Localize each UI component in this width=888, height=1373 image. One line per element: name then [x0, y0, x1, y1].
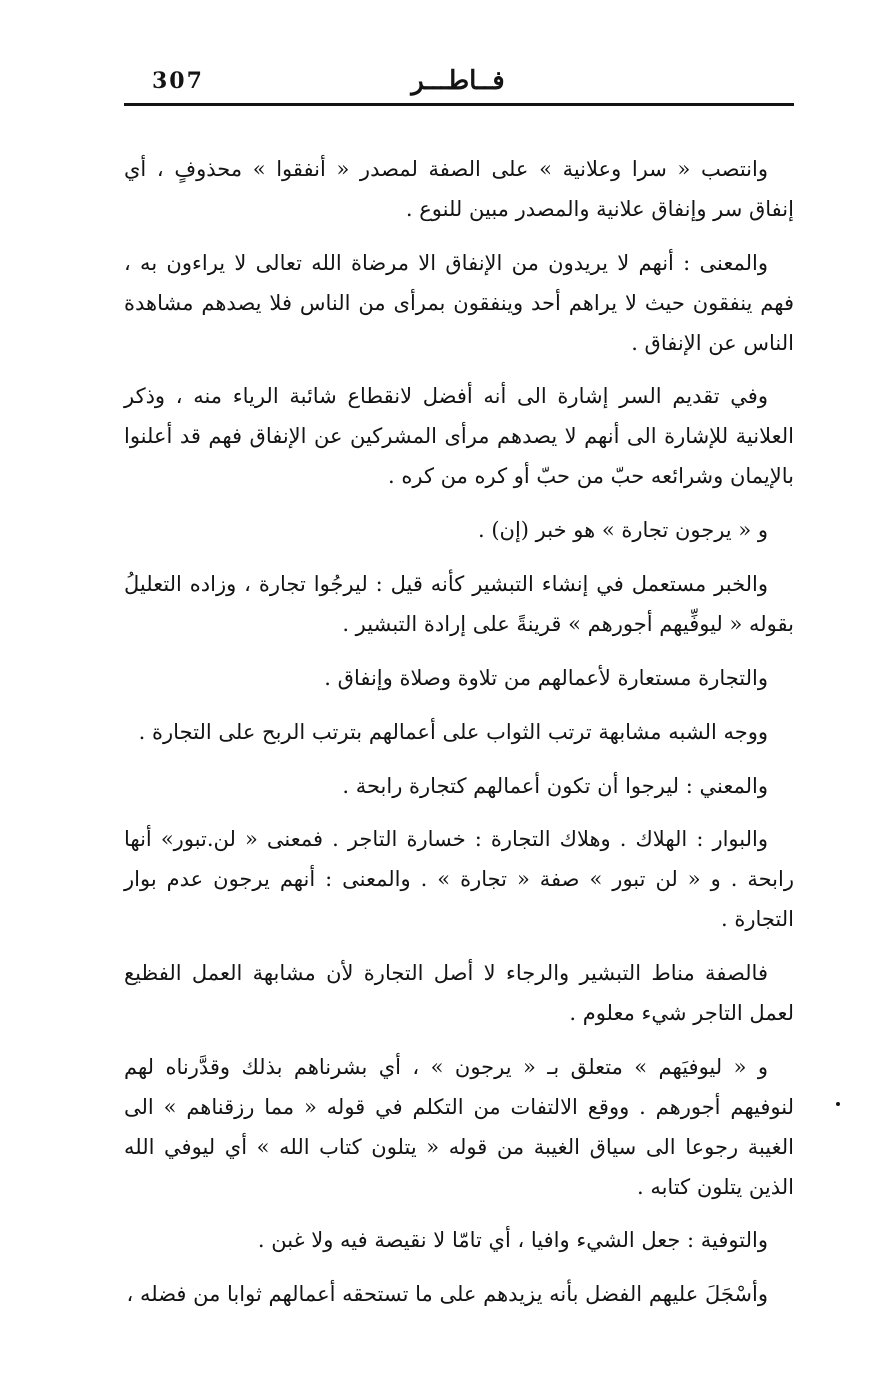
paragraph: و « ليوفيَهم » متعلق بـ « يرجون » ، أي بشرناهم بذلك وقدَّرناه لهم لنوفيهم أجورهم . ووقع الالتفات من التكلم في قوله « مما رزقناهم » الى الغيبة رجوعا الى سياق الغيبة من قوله « يتلون كتاب الله » أي ليوفي الله الذين يتلون كتابه . — [124, 1054, 794, 1199]
paragraph: والخبر مستعمل في إنشاء التبشير كأنه قيل : ليرجُوا تجارة ، وزاده التعليلُ بقوله « ليوفِّيهم أجورهم » قرينةً على إرادة التبشير . — [124, 572, 794, 636]
paragraph: و « يرجون تجارة » هو خبر (إن) . — [477, 518, 768, 543]
header-rule — [124, 103, 794, 106]
page-number: 307 — [152, 68, 204, 94]
paragraph: وأسْجَلَ عليهم الفضل بأنه يزيدهم على ما تستحقه أعمالهم ثوابا من فضله ، — [126, 1282, 768, 1307]
paragraph: وفي تقديم السر إشارة الى أنه أفضل لانقطاع شائبة الرياء منه ، وذكر العلانية للإشارة الى أنهم لا يصدهم مرأى المشركين عن الإنفاق فهم قد أعلنوا بالإيمان وشرائعه حبّ من حبّ أو كره من كره . — [124, 384, 794, 489]
paragraph: والتوفية : جعل الشيء وافيا ، أي تامّا لا نقيصة فيه ولا غبن . — [257, 1228, 768, 1253]
running-title: فــاطـــر — [411, 66, 505, 96]
paragraph: والتجارة مستعارة لأعمالهم من تلاوة وصلاة وإنفاق . — [324, 665, 768, 690]
margin-mark — [836, 1102, 840, 1106]
paragraph: والمعني : ليرجوا أن تكون أعمالهم كتجارة رابحة . — [342, 773, 768, 798]
page-header — [122, 60, 794, 100]
paragraph: والبوار : الهلاك . وهلاك التجارة : خسارة التاجر . فمعنى « لن.تبور» أنها رابحة . و « لن تبور » صفة « تجارة » . والمعنى : أنهم يرجون عدم بوار التجارة . — [124, 827, 794, 932]
page-body — [124, 150, 794, 1329]
paragraph: وانتصب « سرا وعلانية » على الصفة لمصدر « أنفقوا » محذوفٍ ، أي إنفاق سر وإنفاق علانية والمصدر مبين للنوع . — [124, 157, 794, 221]
paragraph: فالصفة مناط التبشير والرجاء لا أصل التجارة لأن مشابهة العمل الفظيع لعمل التاجر شيء معلوم . — [124, 961, 794, 1026]
paragraph: ووجه الشبه مشابهة ترتب الثواب على أعمالهم بترتب الربح على التجارة . — [138, 719, 768, 744]
paragraph: والمعنى : أنهم لا يريدون من الإنفاق الا مرضاة الله تعالى لا يراءون به ، فهم ينفقون حيث لا يراهم أحد وينفقون بمرأى من الناس فلا يصدهم مشاهدة الناس عن الإنفاق . — [124, 250, 794, 355]
